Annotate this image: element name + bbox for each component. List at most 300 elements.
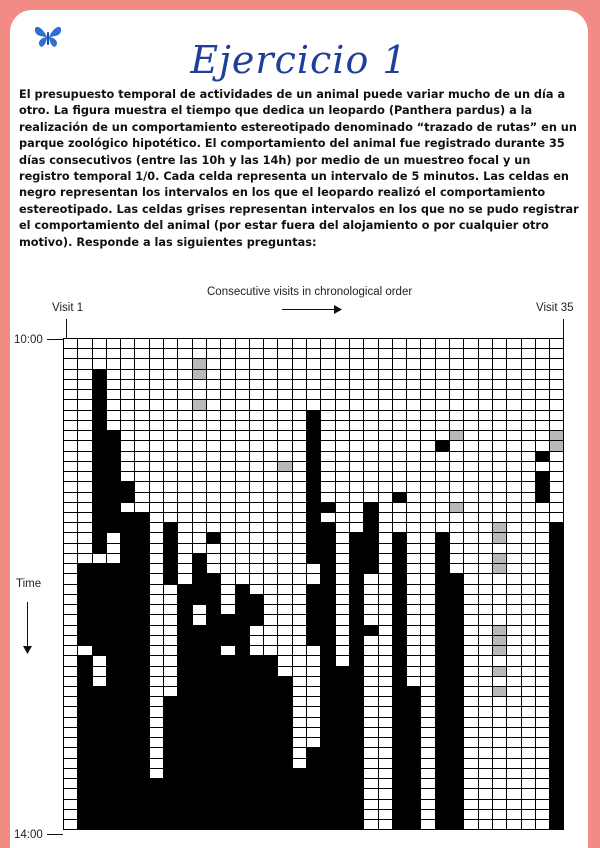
grid-cell xyxy=(78,646,92,656)
grid-cell xyxy=(193,779,207,789)
grid-cell xyxy=(522,738,536,748)
grid-cell xyxy=(264,779,278,789)
grid-cell xyxy=(479,748,493,758)
grid-cell xyxy=(550,769,564,779)
grid-cell xyxy=(135,626,149,636)
grid-cell xyxy=(479,595,493,605)
grid-cell xyxy=(236,820,250,830)
grid-cell xyxy=(379,605,393,615)
grid-cell xyxy=(221,646,235,656)
grid-cell xyxy=(150,574,164,584)
grid-cell xyxy=(379,738,393,748)
grid-cell xyxy=(464,452,478,462)
grid-cell xyxy=(336,523,350,533)
grid-cell xyxy=(150,380,164,390)
grid-cell xyxy=(464,390,478,400)
grid-cell xyxy=(164,554,178,564)
grid-cell xyxy=(350,370,364,380)
grid-cell xyxy=(479,523,493,533)
grid-cell xyxy=(221,431,235,441)
grid-cell xyxy=(479,513,493,523)
grid-cell xyxy=(321,411,335,421)
grid-cell xyxy=(193,370,207,380)
grid-cell xyxy=(135,503,149,513)
grid-cell xyxy=(193,339,207,349)
grid-cell xyxy=(264,595,278,605)
grid-cell xyxy=(93,482,107,492)
grid-cell xyxy=(522,411,536,421)
grid-cell xyxy=(250,738,264,748)
grid-cell xyxy=(321,595,335,605)
grid-cell xyxy=(121,626,135,636)
grid-cell xyxy=(507,615,521,625)
grid-cell xyxy=(507,390,521,400)
grid-cell xyxy=(121,400,135,410)
grid-cell xyxy=(507,472,521,482)
grid-cell xyxy=(78,626,92,636)
grid-cell xyxy=(307,636,321,646)
grid-cell xyxy=(78,339,92,349)
grid-cell xyxy=(336,349,350,359)
grid-cell xyxy=(164,380,178,390)
grid-cell xyxy=(250,615,264,625)
grid-cell xyxy=(293,503,307,513)
grid-cell xyxy=(221,339,235,349)
grid-cell xyxy=(393,718,407,728)
grid-cell xyxy=(379,431,393,441)
grid-cell xyxy=(436,636,450,646)
grid-cell xyxy=(164,769,178,779)
grid-cell xyxy=(350,523,364,533)
grid-cell xyxy=(64,728,78,738)
grid-cell xyxy=(450,707,464,717)
grid-cell xyxy=(493,728,507,738)
grid-cell xyxy=(135,789,149,799)
grid-cell xyxy=(121,738,135,748)
grid-cell xyxy=(121,779,135,789)
grid-cell xyxy=(150,595,164,605)
grid-cell xyxy=(364,533,378,543)
grid-cell xyxy=(264,636,278,646)
grid-cell xyxy=(364,615,378,625)
grid-cell xyxy=(64,431,78,441)
grid-cell xyxy=(307,626,321,636)
grid-cell xyxy=(379,820,393,830)
visit-first-tick xyxy=(66,319,67,338)
grid-cell xyxy=(264,605,278,615)
grid-cell xyxy=(107,441,121,451)
grid-cell xyxy=(536,800,550,810)
grid-cell xyxy=(93,605,107,615)
grid-cell xyxy=(150,636,164,646)
grid-cell xyxy=(436,493,450,503)
grid-cell xyxy=(336,503,350,513)
grid-cell xyxy=(421,462,435,472)
grid-cell xyxy=(350,503,364,513)
grid-cell xyxy=(464,482,478,492)
grid-cell xyxy=(321,431,335,441)
grid-cell xyxy=(350,605,364,615)
grid-cell xyxy=(64,697,78,707)
grid-cell xyxy=(150,493,164,503)
grid-cell xyxy=(493,605,507,615)
grid-cell xyxy=(107,339,121,349)
grid-cell xyxy=(321,359,335,369)
grid-cell xyxy=(493,339,507,349)
grid-cell xyxy=(236,707,250,717)
grid-cell xyxy=(393,452,407,462)
grid-cell xyxy=(550,718,564,728)
grid-cell xyxy=(278,595,292,605)
grid-cell xyxy=(121,564,135,574)
grid-cell xyxy=(421,503,435,513)
grid-cell xyxy=(464,370,478,380)
grid-cell xyxy=(264,452,278,462)
grid-cell xyxy=(164,707,178,717)
grid-cell xyxy=(336,339,350,349)
grid-cell xyxy=(250,544,264,554)
grid-cell xyxy=(150,564,164,574)
grid-cell xyxy=(236,667,250,677)
grid-cell xyxy=(464,359,478,369)
grid-cell xyxy=(107,462,121,472)
grid-cell xyxy=(421,800,435,810)
grid-cell xyxy=(135,759,149,769)
grid-cell xyxy=(307,789,321,799)
grid-cell xyxy=(479,697,493,707)
grid-cell xyxy=(193,636,207,646)
grid-cell xyxy=(536,748,550,758)
grid-cell xyxy=(236,595,250,605)
grid-cell xyxy=(193,523,207,533)
grid-cell xyxy=(436,482,450,492)
grid-cell xyxy=(64,585,78,595)
grid-cell xyxy=(421,687,435,697)
grid-cell xyxy=(193,411,207,421)
grid-cell xyxy=(221,390,235,400)
grid-cell xyxy=(278,626,292,636)
grid-cell xyxy=(93,493,107,503)
grid-cell xyxy=(164,349,178,359)
grid-cell xyxy=(78,707,92,717)
grid-cell xyxy=(464,626,478,636)
grid-cell xyxy=(364,718,378,728)
grid-cell xyxy=(421,728,435,738)
grid-cell xyxy=(493,738,507,748)
grid-cell xyxy=(421,585,435,595)
grid-cell xyxy=(64,462,78,472)
grid-cell xyxy=(364,789,378,799)
grid-cell xyxy=(436,349,450,359)
grid-cell xyxy=(350,441,364,451)
grid-cell xyxy=(178,677,192,687)
grid-cell xyxy=(407,349,421,359)
grid-cell xyxy=(250,585,264,595)
grid-cell xyxy=(407,810,421,820)
grid-cell xyxy=(107,493,121,503)
grid-cell xyxy=(107,421,121,431)
grid-cell xyxy=(293,370,307,380)
grid-cell xyxy=(64,441,78,451)
grid-cell xyxy=(250,370,264,380)
grid-cell xyxy=(107,707,121,717)
grid-cell xyxy=(436,738,450,748)
grid-cell xyxy=(193,656,207,666)
grid-cell xyxy=(436,574,450,584)
grid-cell xyxy=(436,554,450,564)
grid-cell xyxy=(264,728,278,738)
grid-cell xyxy=(278,697,292,707)
grid-cell xyxy=(293,687,307,697)
grid-cell xyxy=(464,595,478,605)
grid-cell xyxy=(150,779,164,789)
grid-cell xyxy=(207,687,221,697)
grid-cell xyxy=(436,677,450,687)
grid-cell xyxy=(507,503,521,513)
grid-cell xyxy=(450,554,464,564)
grid-cell xyxy=(278,615,292,625)
grid-cell xyxy=(64,533,78,543)
grid-cell xyxy=(64,452,78,462)
grid-cell xyxy=(522,800,536,810)
grid-cell xyxy=(150,544,164,554)
grid-cell xyxy=(135,667,149,677)
grid-cell xyxy=(293,605,307,615)
grid-cell xyxy=(221,697,235,707)
grid-cell xyxy=(479,779,493,789)
grid-cell xyxy=(78,462,92,472)
grid-cell xyxy=(250,339,264,349)
grid-cell xyxy=(207,738,221,748)
grid-cell xyxy=(64,595,78,605)
grid-cell xyxy=(178,779,192,789)
grid-cell xyxy=(264,626,278,636)
grid-cell xyxy=(164,339,178,349)
grid-cell xyxy=(293,738,307,748)
grid-cell xyxy=(393,554,407,564)
grid-cell xyxy=(278,605,292,615)
grid-cell xyxy=(193,493,207,503)
grid-cell xyxy=(507,820,521,830)
grid-cell xyxy=(421,533,435,543)
grid-cell xyxy=(407,482,421,492)
grid-cell xyxy=(550,482,564,492)
grid-cell xyxy=(278,441,292,451)
grid-cell xyxy=(207,769,221,779)
grid-cell xyxy=(436,339,450,349)
grid-cell xyxy=(321,339,335,349)
grid-cell xyxy=(436,564,450,574)
grid-cell xyxy=(293,820,307,830)
grid-cell xyxy=(379,667,393,677)
grid-cell xyxy=(536,554,550,564)
grid-cell xyxy=(421,707,435,717)
grid-cell xyxy=(150,523,164,533)
grid-cell xyxy=(236,359,250,369)
grid-cell xyxy=(150,810,164,820)
grid-cell xyxy=(193,513,207,523)
grid-cell xyxy=(164,820,178,830)
grid-cell xyxy=(207,513,221,523)
grid-cell xyxy=(107,390,121,400)
grid-cell xyxy=(221,615,235,625)
grid-cell xyxy=(164,605,178,615)
grid-cell xyxy=(121,769,135,779)
grid-cell xyxy=(407,513,421,523)
grid-cell xyxy=(178,359,192,369)
grid-cell xyxy=(236,441,250,451)
grid-cell xyxy=(135,452,149,462)
grid-cell xyxy=(278,380,292,390)
grid-cell xyxy=(450,656,464,666)
grid-cell xyxy=(193,789,207,799)
grid-cell xyxy=(464,400,478,410)
grid-cell xyxy=(121,605,135,615)
grid-cell xyxy=(121,574,135,584)
grid-cell xyxy=(121,820,135,830)
grid-cell xyxy=(93,411,107,421)
grid-cell xyxy=(307,615,321,625)
grid-cell xyxy=(407,697,421,707)
grid-cell xyxy=(293,441,307,451)
grid-cell xyxy=(479,411,493,421)
grid-cell xyxy=(78,677,92,687)
grid-cell xyxy=(536,656,550,666)
grid-cell xyxy=(293,554,307,564)
grid-cell xyxy=(436,707,450,717)
grid-cell xyxy=(421,748,435,758)
grid-cell xyxy=(450,441,464,451)
grid-cell xyxy=(522,441,536,451)
grid-cell xyxy=(436,513,450,523)
grid-cell xyxy=(64,421,78,431)
grid-cell xyxy=(421,513,435,523)
grid-cell xyxy=(379,707,393,717)
grid-cell xyxy=(479,677,493,687)
grid-cell xyxy=(250,820,264,830)
grid-cell xyxy=(135,738,149,748)
grid-cell xyxy=(450,411,464,421)
grid-cell xyxy=(522,636,536,646)
grid-cell xyxy=(236,554,250,564)
grid-cell xyxy=(436,523,450,533)
grid-cell xyxy=(507,697,521,707)
grid-cell xyxy=(164,667,178,677)
grid-cell xyxy=(164,533,178,543)
grid-cell xyxy=(150,605,164,615)
grid-cell xyxy=(236,472,250,482)
grid-cell xyxy=(507,810,521,820)
grid-cell xyxy=(64,748,78,758)
grid-cell xyxy=(464,779,478,789)
grid-cell xyxy=(507,339,521,349)
grid-cell xyxy=(350,472,364,482)
grid-cell xyxy=(407,615,421,625)
grid-cell xyxy=(421,718,435,728)
grid-cell xyxy=(407,646,421,656)
visit-first-label: Visit 1 xyxy=(52,302,84,314)
grid-cell xyxy=(336,574,350,584)
grid-cell xyxy=(64,390,78,400)
grid-cell xyxy=(436,626,450,636)
grid-cell xyxy=(278,411,292,421)
grid-cell xyxy=(550,390,564,400)
grid-cell xyxy=(522,452,536,462)
grid-cell xyxy=(135,707,149,717)
grid-cell xyxy=(150,370,164,380)
grid-cell xyxy=(178,738,192,748)
grid-cell xyxy=(264,390,278,400)
grid-cell xyxy=(93,656,107,666)
grid-cell xyxy=(493,380,507,390)
grid-cell xyxy=(78,482,92,492)
grid-cell xyxy=(493,697,507,707)
grid-cell xyxy=(78,370,92,380)
grid-cell xyxy=(350,359,364,369)
grid-cell xyxy=(507,789,521,799)
grid-cell xyxy=(379,769,393,779)
grid-cell xyxy=(379,574,393,584)
grid-cell xyxy=(164,411,178,421)
grid-cell xyxy=(278,482,292,492)
grid-cell xyxy=(178,452,192,462)
grid-cell xyxy=(307,400,321,410)
grid-cell xyxy=(407,789,421,799)
grid-cell xyxy=(321,554,335,564)
grid-cell xyxy=(221,595,235,605)
grid-cell xyxy=(236,503,250,513)
grid-cell xyxy=(407,339,421,349)
grid-cell xyxy=(464,533,478,543)
grid-cell xyxy=(421,370,435,380)
grid-cell xyxy=(522,339,536,349)
grid-cell xyxy=(278,431,292,441)
grid-cell xyxy=(164,615,178,625)
grid-cell xyxy=(221,636,235,646)
grid-cell xyxy=(207,728,221,738)
grid-cell xyxy=(193,472,207,482)
grid-cell xyxy=(207,759,221,769)
grid-cell xyxy=(307,585,321,595)
grid-cell xyxy=(293,697,307,707)
grid-cell xyxy=(536,810,550,820)
grid-cell xyxy=(479,554,493,564)
grid-cell xyxy=(350,493,364,503)
grid-cell xyxy=(278,513,292,523)
grid-cell xyxy=(307,800,321,810)
grid-cell xyxy=(393,738,407,748)
grid-cell xyxy=(207,441,221,451)
grid-cell xyxy=(421,431,435,441)
grid-cell xyxy=(121,421,135,431)
grid-cell xyxy=(421,789,435,799)
grid-cell xyxy=(436,800,450,810)
grid-cell xyxy=(364,472,378,482)
grid-cell xyxy=(436,441,450,451)
grid-cell xyxy=(207,339,221,349)
grid-cell xyxy=(379,554,393,564)
grid-cell xyxy=(393,626,407,636)
grid-cell xyxy=(550,452,564,462)
grid-cell xyxy=(450,769,464,779)
grid-cell xyxy=(221,503,235,513)
grid-cell xyxy=(93,462,107,472)
grid-cell xyxy=(507,626,521,636)
grid-cell xyxy=(536,667,550,677)
grid-cell xyxy=(436,759,450,769)
grid-cell xyxy=(364,738,378,748)
grid-cell xyxy=(250,574,264,584)
